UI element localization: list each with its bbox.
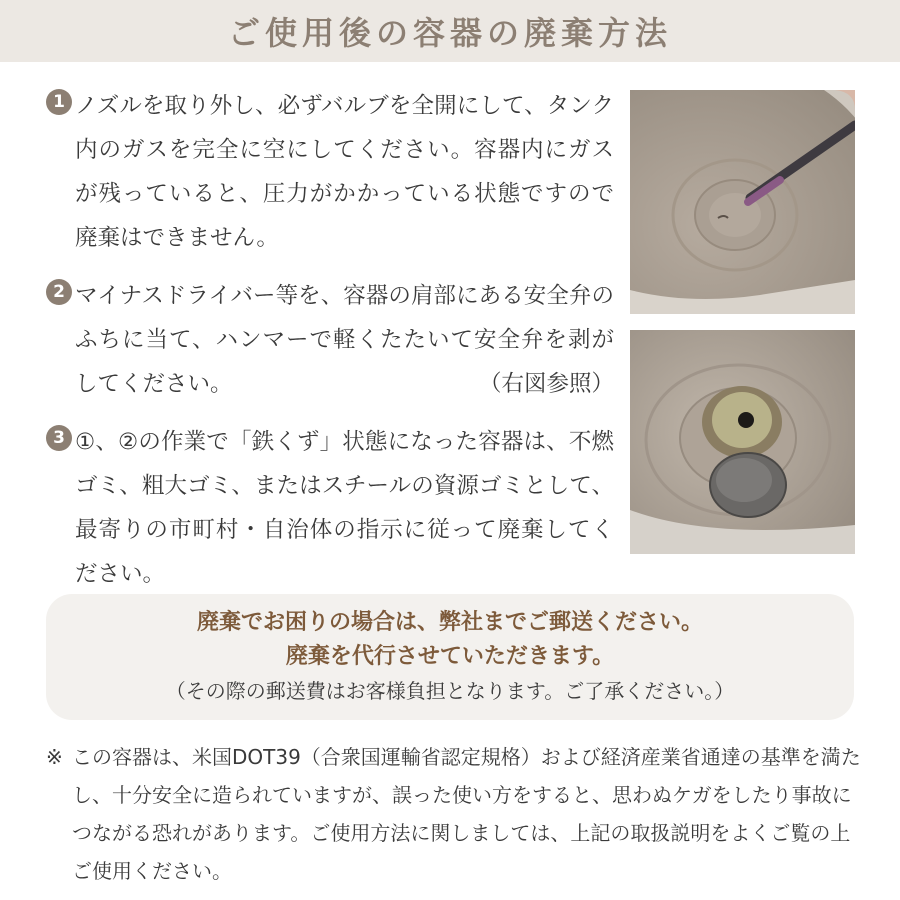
photo-screwdriver-on-valve — [630, 90, 855, 314]
notice-box — [46, 594, 854, 720]
step-text-container — [75, 274, 614, 406]
footnote-mark: ※ — [46, 745, 63, 769]
steps-list — [46, 84, 614, 610]
title-bar — [0, 0, 900, 62]
footnote — [46, 738, 862, 890]
page-title: ご使用後の容器の廃棄方法 — [227, 14, 672, 52]
step-text: ノズルを取り外し、必ずバルブを全開にして、タンク内のガスを完全に空にしてください。容器内にガスが残っていると、圧力がかかっている状態ですので廃棄はできません。 — [75, 93, 614, 251]
step-2 — [46, 274, 614, 406]
step-text: ①、②の作業で「鉄くず」状態になった容器は、不燃ゴミ、粗大ゴミ、またはスチールの資源ゴミとして、最寄りの市町村・自治体の指示に従って廃棄してください。 — [75, 429, 614, 587]
notice-line-1: 廃棄でお困りの場合は、弊社までご郵送ください。 — [196, 610, 703, 635]
step-1 — [46, 84, 614, 260]
step-number-badge: 2 — [46, 279, 72, 305]
photo-valve-image — [630, 330, 855, 554]
figure-reference: （右図参照） — [478, 371, 614, 397]
step-text: マイナスドライバー等を、容器の肩部にある安全弁のふちに当て、ハンマーで軽くたたいて安全弁を剥がしてください。 — [75, 283, 614, 397]
step-3 — [46, 420, 614, 596]
notice-line-3: （その際の郵送費はお客様負担となります。ご了承ください。） — [165, 679, 735, 703]
photo-screwdriver-image — [630, 90, 855, 314]
notice-line-2: 廃棄を代行させていただきます。 — [285, 644, 615, 669]
footnote-text: この容器は、米国DOT39（合衆国運輸省認定規格）および経済産業省通達の基準を満たし、十分安全に造られていますが、誤った使い方をすると、思わぬケガをしたり事故につながる恐れがあります。ご使用方法に関しましては、上記の取扱説明をよくご覧の上ご使用ください。 — [72, 745, 861, 883]
photo-removed-valve — [630, 330, 855, 554]
step-number-badge: 3 — [46, 425, 72, 451]
step-number-badge: 1 — [46, 89, 72, 115]
